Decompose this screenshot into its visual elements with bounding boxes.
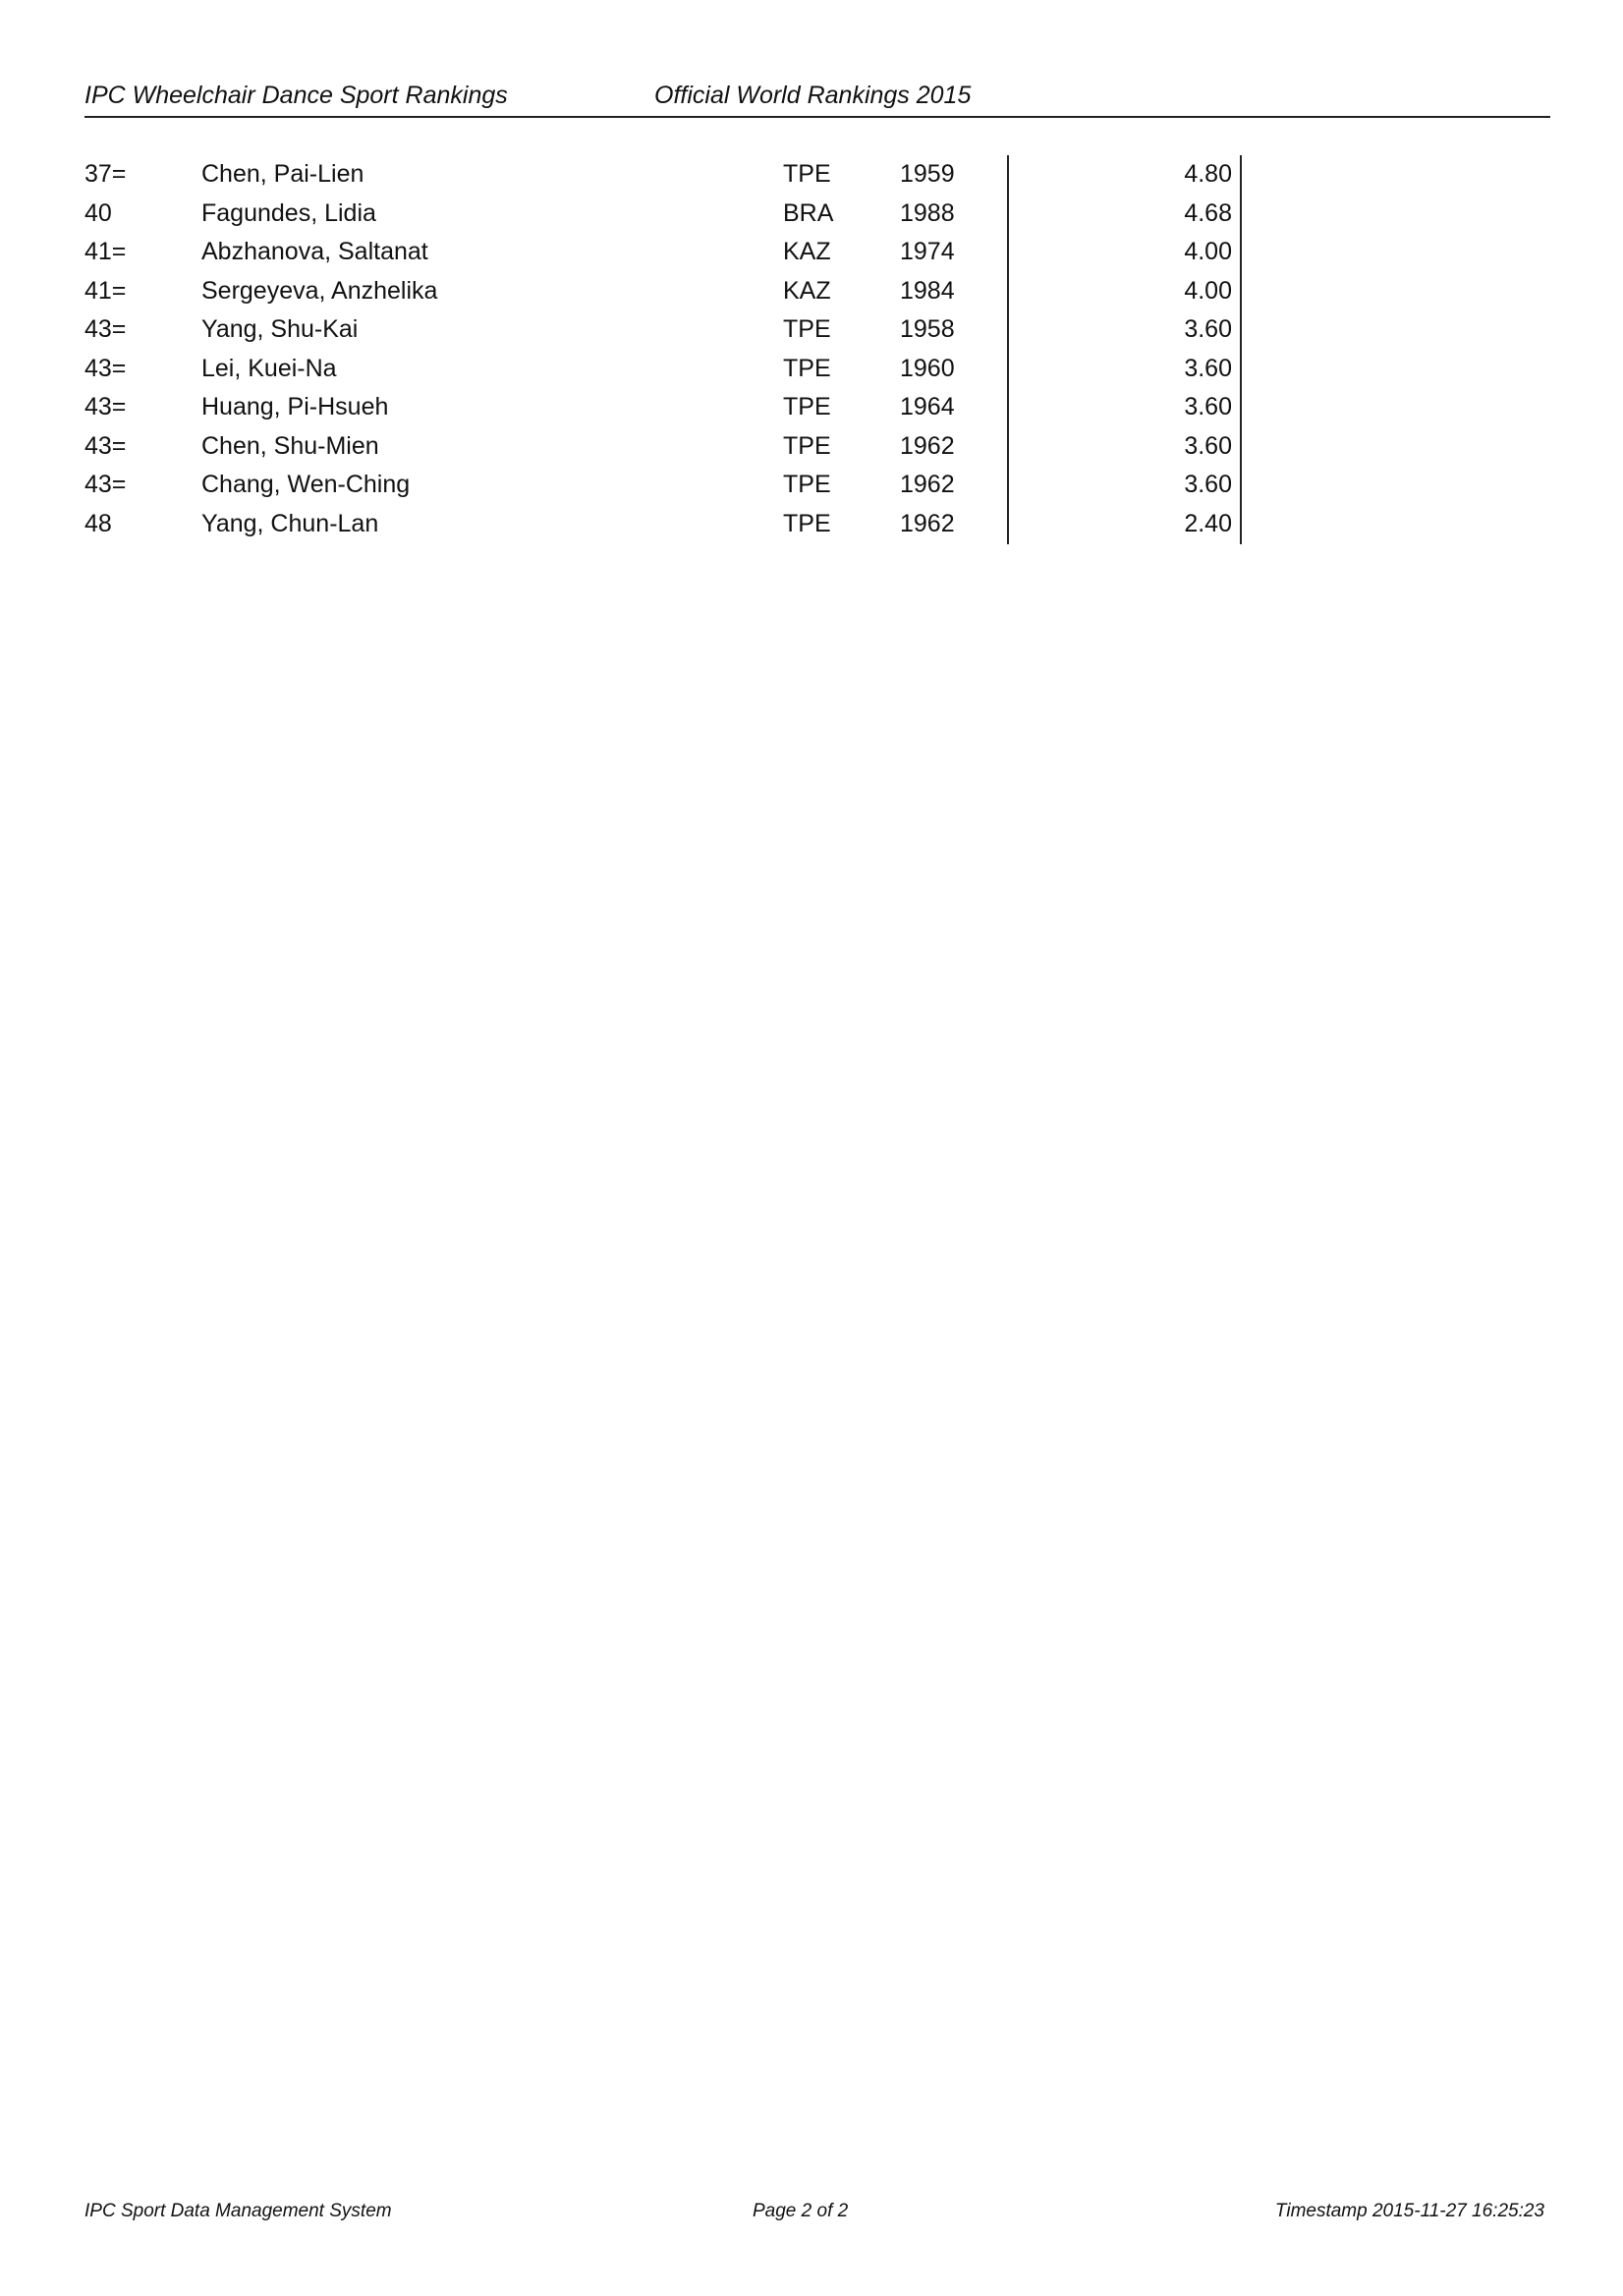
table-row (84, 505, 1263, 544)
points-cell: 3.60 (1184, 431, 1232, 460)
rank-cell: 40 (84, 198, 112, 227)
noc-cell: TPE (783, 509, 831, 537)
athlete-name-cell: Chen, Shu-Mien (201, 431, 379, 460)
noc-cell: TPE (783, 431, 831, 460)
rank-cell: 43= (84, 393, 127, 420)
noc-cell: BRA (783, 198, 834, 227)
birth-year-cell: 1959 (900, 160, 955, 188)
birth-year-cell: 1974 (900, 238, 955, 265)
footer-page-number: Page 2 of 2 (753, 2201, 849, 2221)
birth-year-cell: 1960 (900, 354, 955, 382)
rank-cell: 43= (84, 354, 127, 382)
athlete-name-cell: Chang, Wen-Ching (201, 471, 411, 498)
page-footer (84, 2197, 1544, 2226)
header-title: IPC Wheelchair Dance Sport Rankings (84, 82, 508, 109)
rank-cell: 43= (84, 471, 127, 498)
table-row (84, 272, 1263, 311)
noc-cell: TPE (783, 315, 831, 343)
points-cell: 4.00 (1184, 276, 1232, 305)
rank-cell: 41= (84, 238, 127, 265)
birth-year-cell: 1962 (900, 431, 955, 460)
points-cell: 3.60 (1184, 393, 1232, 420)
noc-cell: KAZ (783, 276, 831, 305)
footer-system-name: IPC Sport Data Management System (84, 2201, 392, 2221)
table-row (84, 195, 1263, 234)
birth-year-cell: 1958 (900, 315, 955, 343)
points-cell: 3.60 (1184, 315, 1232, 343)
points-cell: 4.80 (1184, 160, 1232, 188)
table-row (84, 427, 1263, 467)
table-row (84, 310, 1263, 350)
noc-cell: KAZ (783, 238, 831, 265)
athlete-name-cell: Lei, Kuei-Na (201, 354, 337, 382)
athlete-name-cell: Fagundes, Lidia (201, 198, 376, 227)
athlete-name-cell: Chen, Pai-Lien (201, 160, 364, 188)
table-row (84, 233, 1263, 272)
birth-year-cell: 1962 (900, 509, 955, 537)
noc-cell: TPE (783, 354, 831, 382)
birth-year-cell: 1964 (900, 393, 955, 420)
rank-cell: 37= (84, 160, 127, 188)
rank-cell: 41= (84, 276, 127, 305)
points-cell: 3.60 (1184, 471, 1232, 498)
noc-cell: TPE (783, 393, 831, 420)
table-row (84, 388, 1263, 427)
rank-cell: 48 (84, 509, 112, 537)
table-row (84, 350, 1263, 389)
table-row (84, 155, 1263, 195)
athlete-name-cell: Abzhanova, Saltanat (201, 238, 428, 265)
points-cell: 3.60 (1184, 354, 1232, 382)
rank-cell: 43= (84, 431, 127, 460)
noc-cell: TPE (783, 160, 831, 188)
points-cell: 2.40 (1184, 509, 1232, 537)
table-row (84, 466, 1263, 505)
points-cell: 4.68 (1184, 198, 1232, 227)
birth-year-cell: 1962 (900, 471, 955, 498)
footer-timestamp: Timestamp 2015-11-27 16:25:23 (1274, 2201, 1544, 2221)
birth-year-cell: 1988 (900, 198, 955, 227)
birth-year-cell: 1984 (900, 276, 955, 305)
points-cell: 4.00 (1184, 238, 1232, 265)
header-subtitle: Official World Rankings 2015 (654, 82, 972, 109)
rank-cell: 43= (84, 315, 127, 343)
noc-cell: TPE (783, 471, 831, 498)
athlete-name-cell: Sergeyeva, Anzhelika (201, 276, 438, 305)
athlete-name-cell: Yang, Chun-Lan (201, 509, 379, 537)
athlete-name-cell: Yang, Shu-Kai (201, 315, 359, 343)
page-header (84, 79, 1550, 118)
athlete-name-cell: Huang, Pi-Hsueh (201, 393, 389, 420)
rankings-table (84, 155, 1263, 543)
